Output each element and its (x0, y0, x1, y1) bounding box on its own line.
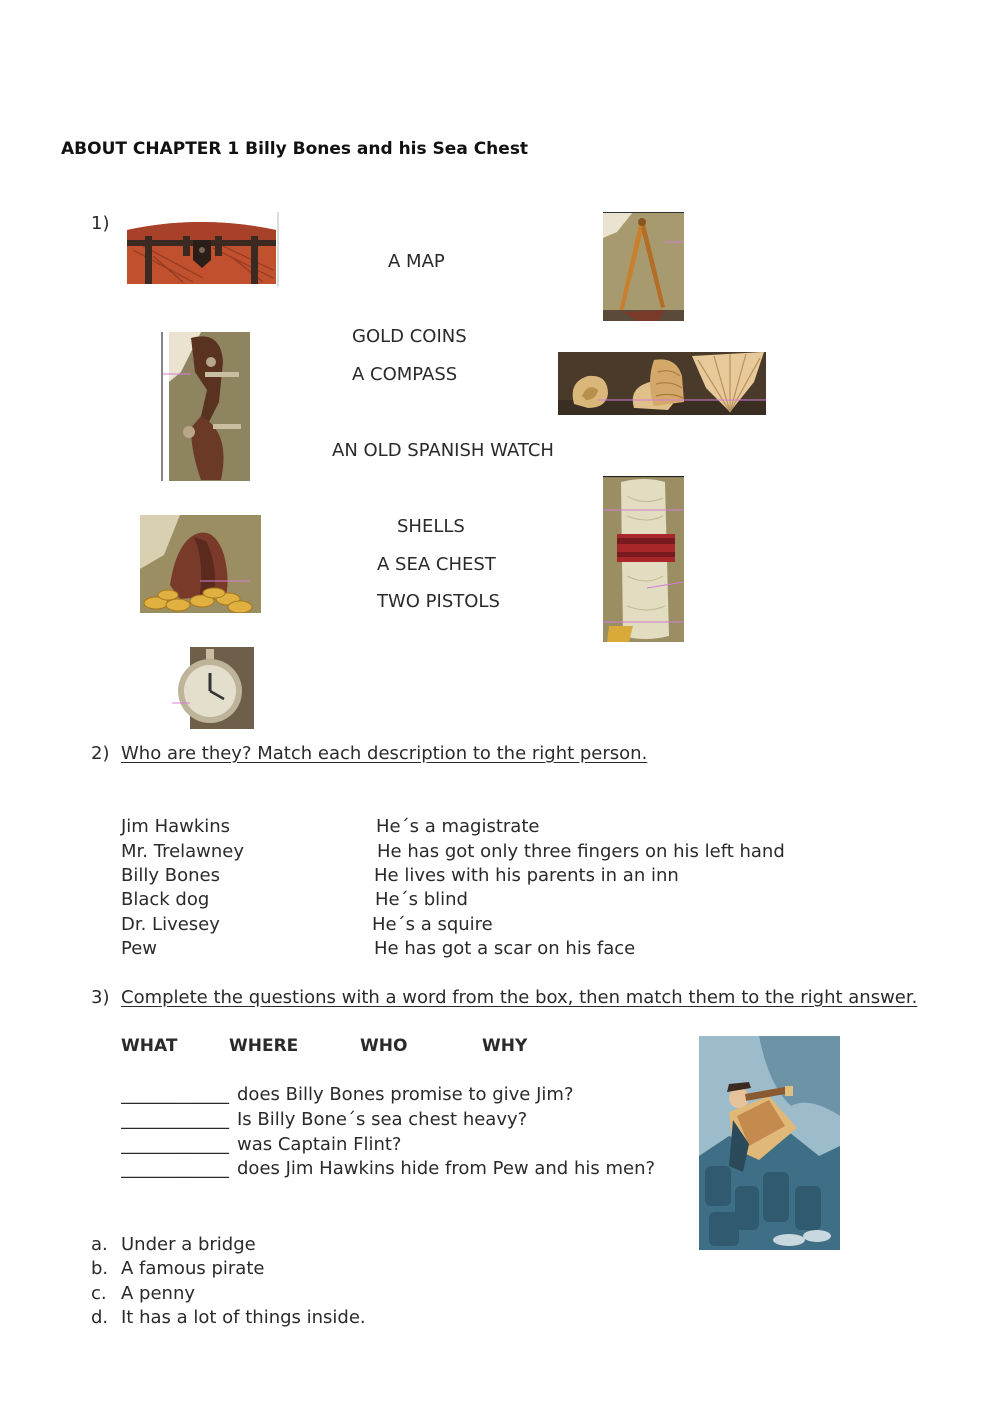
person-black-dog[interactable]: Black dog (121, 889, 210, 910)
description-magistrate[interactable]: He´s a magistrate (376, 816, 540, 837)
question-4-blank[interactable]: ____________ (121, 1160, 229, 1178)
box-word-what[interactable]: WHAT (121, 1036, 178, 1056)
section-3-instruction: Complete the questions with a word from the box, then match them to the right answer. (121, 987, 918, 1008)
person-pew[interactable]: Pew (121, 938, 158, 959)
description-lives-in-inn[interactable]: He lives with his parents in an inn (374, 865, 679, 886)
answer-c-text[interactable]: A penny (121, 1283, 196, 1304)
section-2-number: 2) (91, 743, 110, 764)
word-spanish-watch[interactable]: AN OLD SPANISH WATCH (332, 440, 554, 461)
person-dr-livesey[interactable]: Dr. Livesey (121, 914, 220, 935)
watch-image[interactable] (172, 647, 254, 729)
question-3-blank[interactable]: ____________ (121, 1136, 229, 1154)
description-blind[interactable]: He´s blind (375, 889, 468, 910)
sea-chest-image[interactable] (123, 212, 280, 287)
question-4-text: does Jim Hawkins hide from Pew and his men? (237, 1158, 656, 1179)
person-mr-trelawney[interactable]: Mr. Trelawney (121, 841, 245, 862)
description-three-fingers[interactable]: He has got only three fingers on his left hand (377, 841, 785, 862)
compass-image[interactable] (603, 212, 684, 321)
answer-b-letter: b. (91, 1258, 109, 1279)
box-word-who[interactable]: WHO (360, 1036, 408, 1056)
person-jim-hawkins[interactable]: Jim Hawkins (121, 816, 231, 837)
word-sea-chest[interactable]: A SEA CHEST (377, 554, 496, 575)
description-squire[interactable]: He´s a squire (372, 914, 493, 935)
box-word-where[interactable]: WHERE (229, 1036, 299, 1056)
shells-image[interactable] (558, 352, 766, 415)
question-2-text: Is Billy Bone´s sea chest heavy? (237, 1109, 528, 1130)
person-billy-bones[interactable]: Billy Bones (121, 865, 220, 886)
word-two-pistols[interactable]: TWO PISTOLS (377, 591, 500, 612)
question-2-blank[interactable]: ____________ (121, 1111, 229, 1129)
pirate-telescope-image (699, 1036, 840, 1250)
pistols-image[interactable] (161, 332, 250, 481)
question-1-blank[interactable]: ____________ (121, 1086, 229, 1104)
word-shells[interactable]: SHELLS (397, 516, 465, 537)
section-3-number: 3) (91, 987, 110, 1008)
section-1-number: 1) (91, 213, 110, 234)
answer-b-text[interactable]: A famous pirate (121, 1258, 265, 1279)
answer-a-letter: a. (91, 1234, 108, 1255)
section-2-instruction: Who are they? Match each description to the right person. (121, 743, 648, 764)
gold-coins-image[interactable] (140, 515, 261, 613)
page-title: ABOUT CHAPTER 1 Billy Bones and his Sea Chest (61, 139, 529, 159)
box-word-why[interactable]: WHY (482, 1036, 528, 1056)
word-compass[interactable]: A COMPASS (352, 364, 458, 385)
question-1-text: does Billy Bones promise to give Jim? (237, 1084, 574, 1105)
word-map[interactable]: A MAP (388, 251, 445, 272)
description-scar[interactable]: He has got a scar on his face (374, 938, 636, 959)
answer-c-letter: c. (91, 1283, 107, 1304)
answer-a-text[interactable]: Under a bridge (121, 1234, 256, 1255)
word-gold-coins[interactable]: GOLD COINS (352, 326, 467, 347)
map-scroll-image[interactable] (603, 476, 684, 642)
answer-d-text[interactable]: It has a lot of things inside. (121, 1307, 366, 1328)
answer-d-letter: d. (91, 1307, 109, 1328)
question-3-text: was Captain Flint? (237, 1134, 402, 1155)
